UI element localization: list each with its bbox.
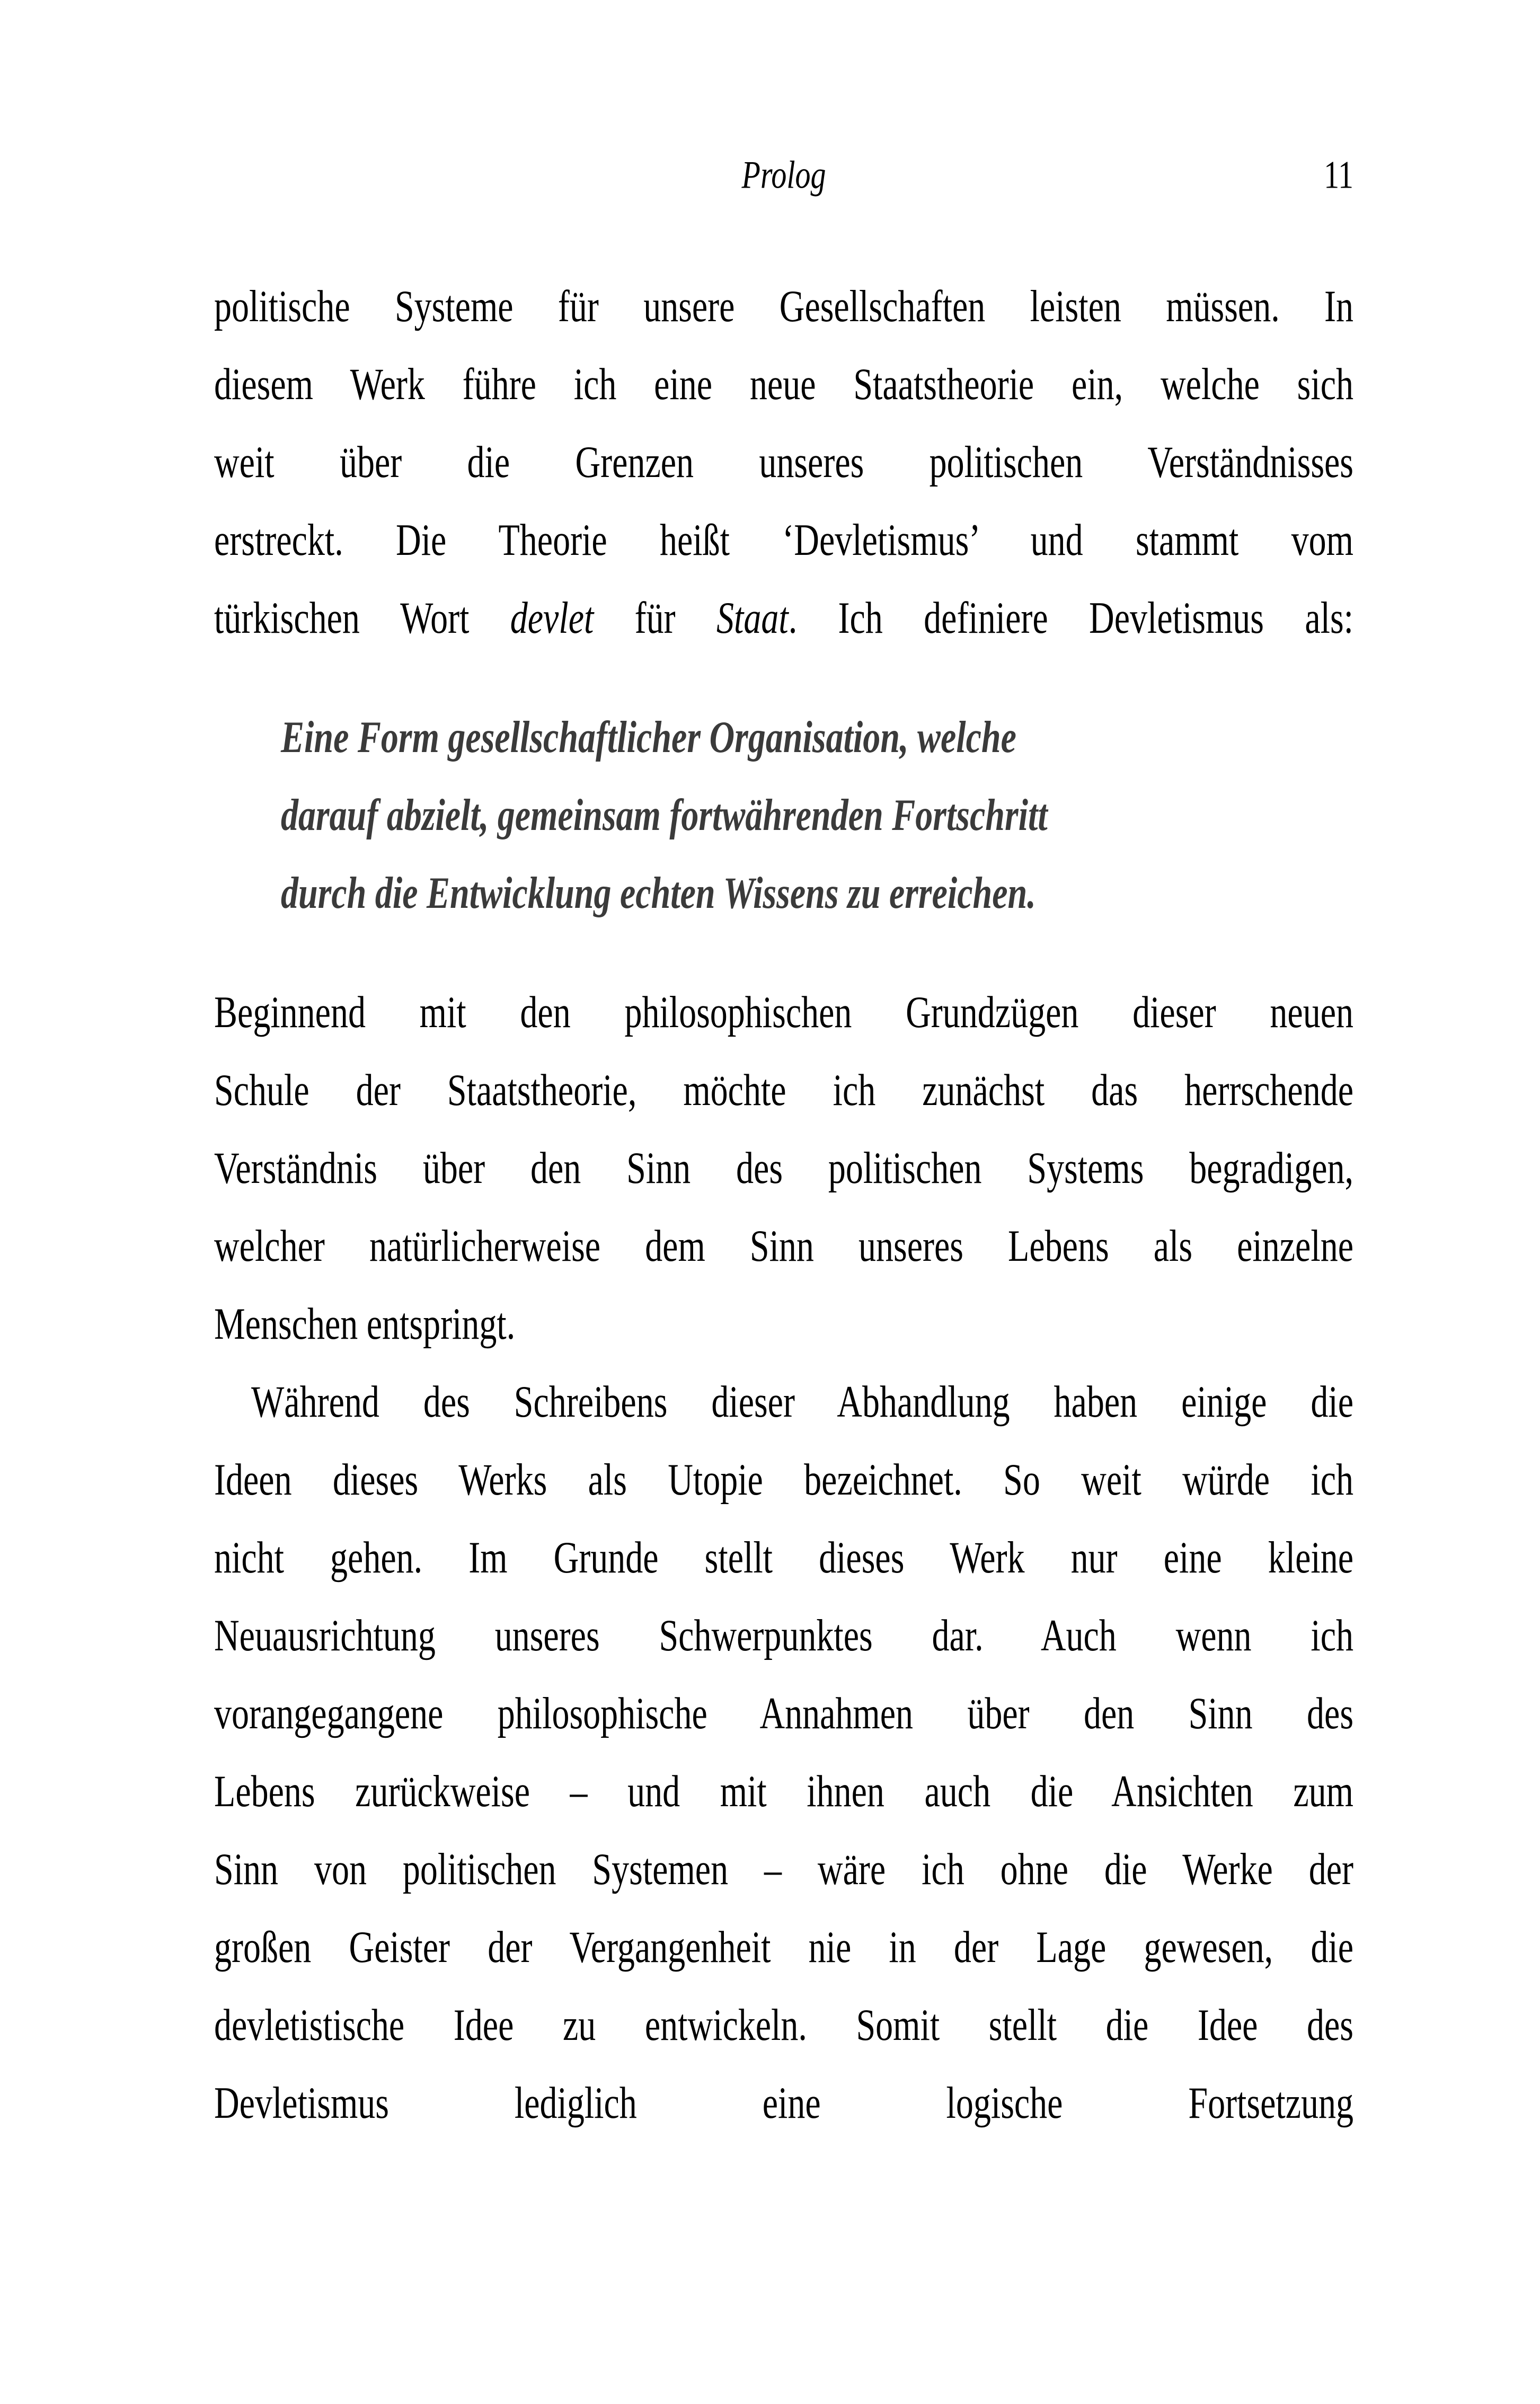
text-run: . Ich definiere Devletismus als:: [788, 593, 1353, 643]
text-run: devletistische Idee zu entwickeln. Somit stellt die Idee des: [214, 2000, 1353, 2051]
text-run: Neuausrichtung unseres Schwerpunktes dar. Auch wenn ich: [214, 1611, 1353, 1661]
text-run: welcher natürlicherweise dem Sinn unseres Lebens als einzelne: [214, 1221, 1353, 1271]
text-run: Devletismus lediglich eine logische Fortsetzung: [214, 2078, 1353, 2128]
text-run: Eine Form gesellschaftlicher Organisation, welche: [281, 712, 1016, 763]
text-run: Verständnis über den Sinn des politischen Systems begradigen,: [214, 1143, 1353, 1194]
text-run: Ideen dieses Werks als Utopie bezeichnet. So weit würde ich: [214, 1455, 1353, 1505]
paragraph: [214, 1363, 1353, 2142]
text-run: vorangegangene philosophische Annahmen über den Sinn des: [214, 1689, 1353, 1739]
text-run: nicht gehen. Im Grunde stellt dieses Werk nur eine kleine: [214, 1533, 1353, 1583]
blockquote: [281, 699, 1353, 932]
running-title: Prolog: [741, 152, 826, 197]
text-run: durch die Entwicklung echten Wissens zu erreichen.: [281, 868, 1036, 918]
text-run: erstreckt. Die Theorie heißt ‘Devletismus’ und stammt vom: [214, 515, 1353, 565]
text-run: devlet: [510, 593, 594, 643]
text-run: Lebens zurückweise – und mit ihnen auch die Ansichten zum: [214, 1766, 1353, 1817]
text-line: [281, 843, 1353, 943]
text-run: Beginnend mit den philosophischen Grundzügen dieser neuen: [214, 987, 1353, 1038]
text-run: diesem Werk führe ich eine neue Staatstheorie ein, welche sich: [214, 359, 1353, 410]
text-run: für: [594, 593, 716, 643]
text-line: [214, 2053, 1353, 2153]
text-run: weit über die Grenzen unseres politischen Verständnisses: [214, 437, 1353, 488]
text-run: politische Systeme für unsere Gesellschaften leisten müssen. In: [214, 281, 1353, 332]
page-number: 11: [1324, 152, 1353, 197]
text-run: Staat: [716, 593, 789, 643]
text-line: [214, 568, 1353, 668]
page-body: [214, 268, 1353, 2142]
text-run: Schule der Staatstheorie, möchte ich zunächst das herrschende: [214, 1065, 1353, 1116]
text-run: Sinn von politischen Systemen – wäre ich ohne die Werke der: [214, 1844, 1353, 1895]
text-run: türkischen Wort: [214, 593, 510, 643]
text-run: großen Geister der Vergangenheit nie in der Lage gewesen, die: [214, 1922, 1353, 1973]
paragraph: [214, 268, 1353, 657]
text-run: Menschen entspringt.: [214, 1299, 516, 1349]
page-header: [214, 152, 1353, 197]
text-run: Während des Schreibens dieser Abhandlung haben einige die: [251, 1377, 1353, 1427]
text-run: darauf abzielt, gemeinsam fortwährenden Fortschritt: [281, 790, 1048, 841]
paragraph: [214, 974, 1353, 1363]
